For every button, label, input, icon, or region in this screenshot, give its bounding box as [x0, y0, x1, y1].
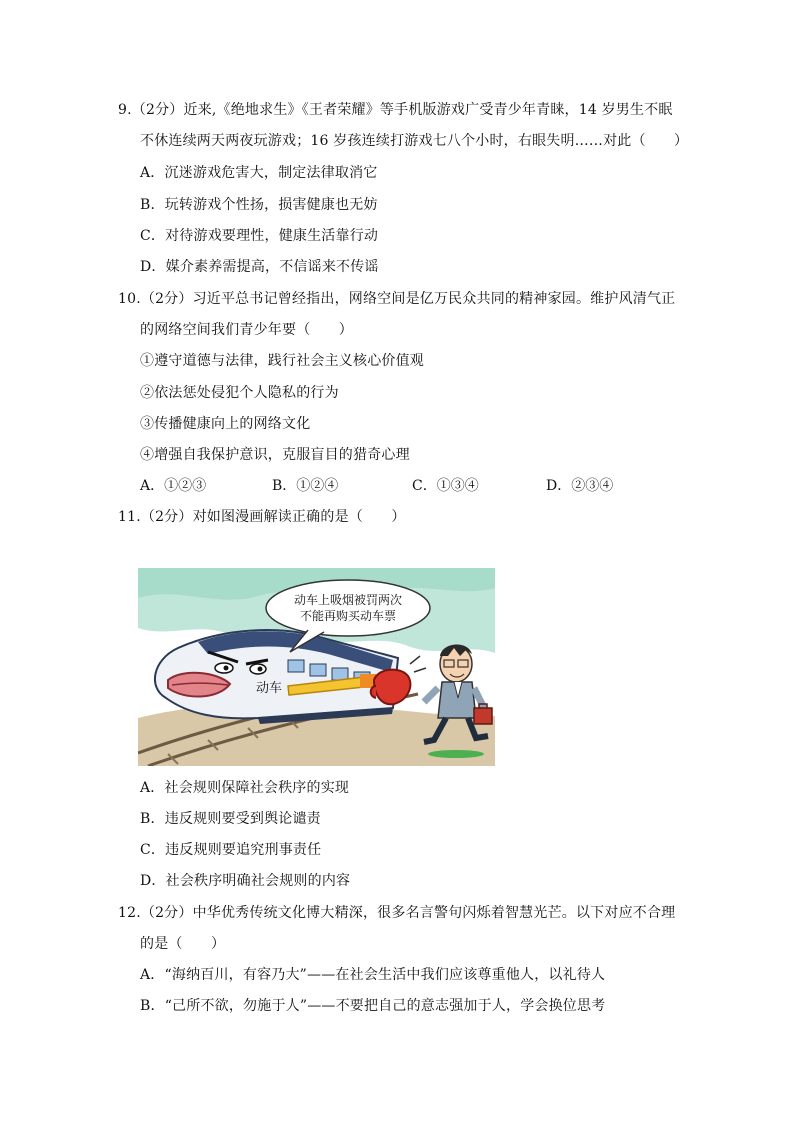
q9-stem-line1: 9.（2分）近来,《绝地求生》《王者荣耀》等手机版游戏广受青少年青睐，14 岁男生不眠: [118, 102, 673, 118]
q10-statement-3: ③传播健康向上的网络文化: [140, 416, 311, 432]
q10-statement-1: ①遵守道德与法律，践行社会主义核心价值观: [140, 353, 424, 369]
q11-option-a: A．社会规则保障社会秩序的实现: [140, 780, 350, 796]
q10-option-b: B．①②④: [272, 478, 339, 494]
comic-illustration: [138, 568, 495, 766]
q10-statement-2: ②依法惩处侵犯个人隐私的行为: [140, 385, 339, 401]
q9-stem-line2: 不休连续两天两夜玩游戏；16 岁孩连续打游戏七八个小时，右眼失明……对此（ ）: [140, 133, 689, 149]
q12-option-b: B．“己所不欲，勿施于人”——不要把自己的意志强加于人，学会换位思考: [140, 998, 606, 1014]
q9-option-b: B．玩转游戏个性扬，损害健康也无妨: [140, 197, 378, 213]
q12-stem-line1: 12.（2分）中华优秀传统文化博大精深，很多名言警句闪烁着智慧光芒。以下对应不合理: [118, 905, 676, 921]
q11-option-d: D．社会秩序明确社会规则的内容: [140, 873, 351, 889]
speech-bubble-line2: 不能再购买动车票: [299, 609, 397, 623]
q12-stem-line2: 的是（ ）: [140, 936, 226, 952]
train-label: 动车: [256, 681, 283, 696]
q9-option-c: C．对待游戏要理性，健康生活靠行动: [140, 228, 379, 244]
q11-option-c: C．违反规则要追究刑事责任: [140, 842, 322, 858]
q10-option-d: D．②③④: [546, 478, 614, 494]
q10-stem-line2: 的网络空间我们青少年要（ ）: [140, 322, 353, 338]
q11-stem: 11.（2分）对如图漫画解读正确的是（ ）: [118, 509, 406, 525]
q11-option-b: B．违反规则要受到舆论谴责: [140, 811, 321, 827]
q10-option-a: A．①②③: [140, 478, 207, 494]
train-smoking-comic: [138, 568, 495, 766]
q9-option-a: A．沉迷游戏危害大，制定法律取消它: [140, 165, 378, 181]
q9-option-d: D．媒介素养需提高，不信谣来不传谣: [140, 259, 379, 275]
q12-option-a: A．“海纳百川，有容乃大”——在社会生活中我们应该尊重他人，以礼待人: [140, 967, 606, 983]
q10-stem-line1: 10.（2分）习近平总书记曾经指出，网络空间是亿万民众共同的精神家园。维护风清气正: [118, 291, 676, 307]
q10-option-c: C．①③④: [412, 478, 479, 494]
speech-bubble-line1: 动车上吸烟被罚两次: [293, 593, 403, 607]
q10-statement-4: ④增强自我保护意识，克服盲目的猎奇心理: [140, 447, 410, 463]
